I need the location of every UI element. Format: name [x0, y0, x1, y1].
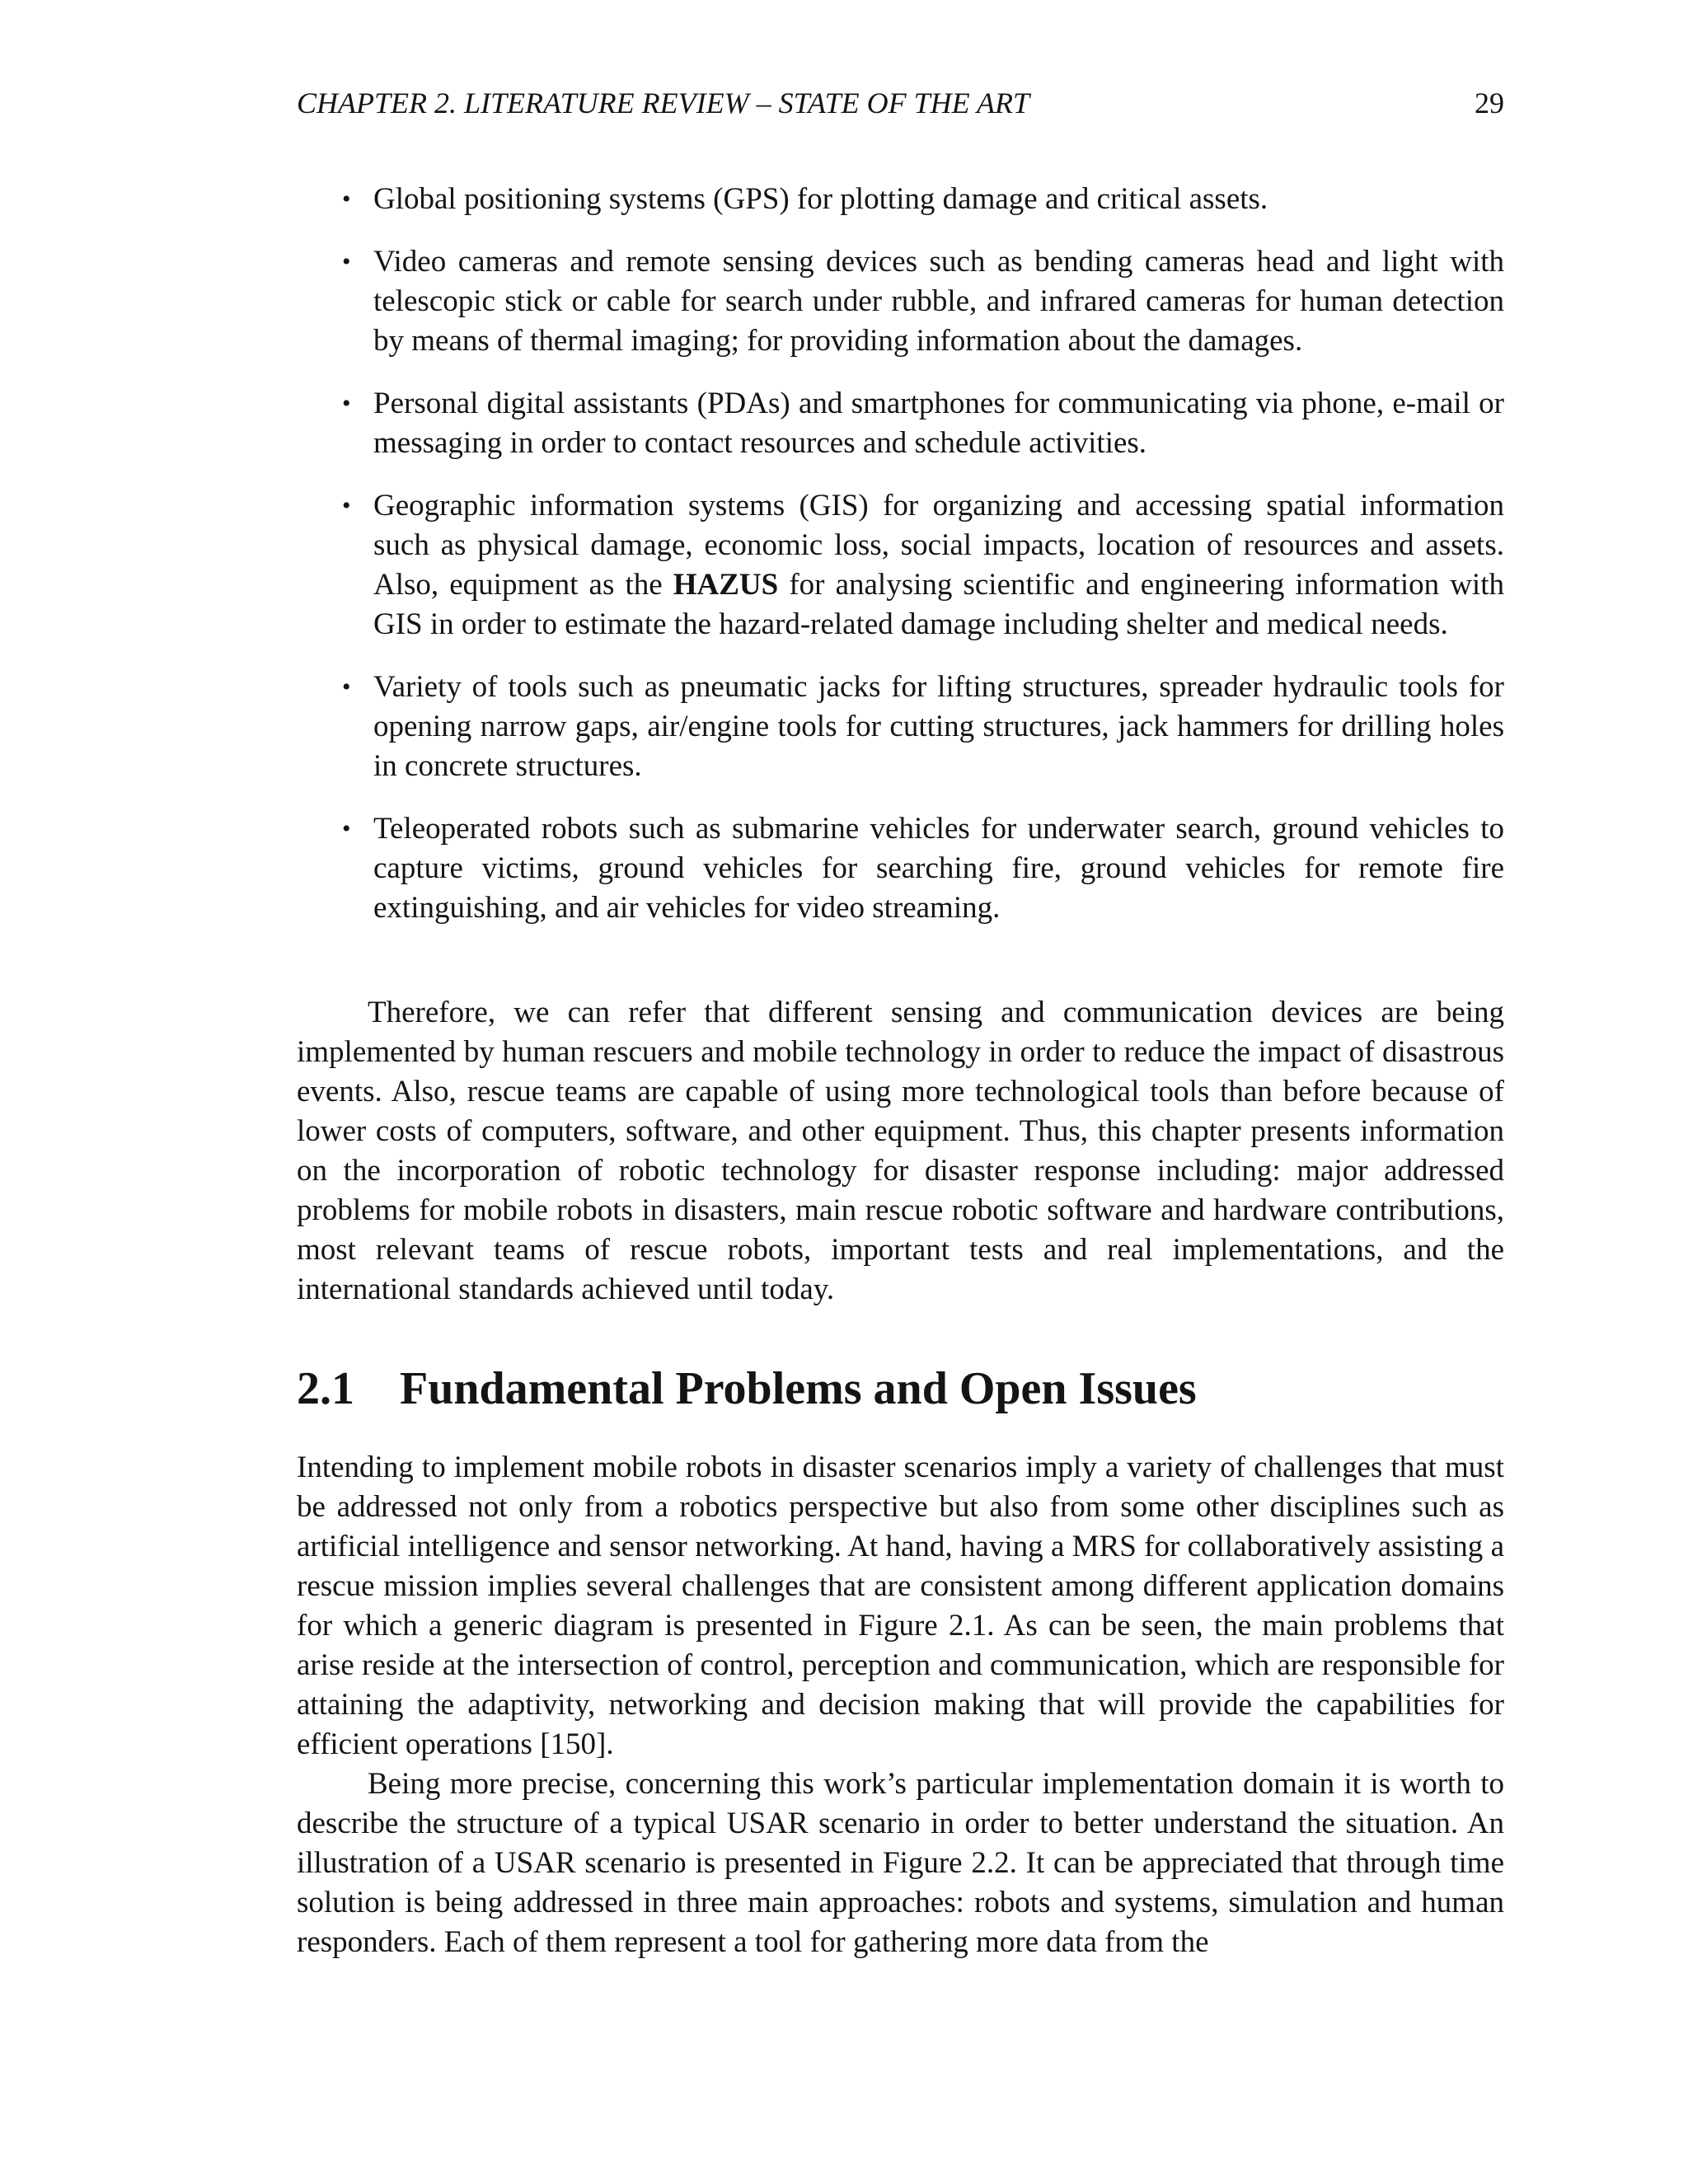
bullet-marker: •: [342, 248, 351, 275]
section-title: Fundamental Problems and Open Issues: [400, 1363, 1197, 1414]
bullet-text: Variety of tools such as pneumatic jacks for lifting structures, spreader hydraulic tools for opening narrow gaps, air/engine tools for cutting structures, jack hammers for drilling holes in concrete structures.: [373, 670, 1504, 783]
bullet-list: [297, 180, 1504, 951]
hazus-term: HAZUS: [673, 568, 779, 602]
bullet-marker: •: [342, 673, 351, 701]
bullet-item-teleoperated-robots: [297, 809, 1504, 928]
bullet-item-gps: [297, 180, 1504, 219]
paragraph-therefore: Therefore, we can refer that different sensing and communication devices are being implemented by human rescuers and mobile technology in order to reduce the impact of disastrous events. Also, rescue teams are capable of using more technological tools than before because of lower costs of computers, software, and other equipment. Thus, this chapter presents information on the incorporation of robotic technology for disaster response including: major addressed problems for mobile robots in disasters, main rescue robotic software and hardware contributions, most relevant teams of rescue robots, important tests and real implementations, and the international standards achieved until today.: [297, 996, 1504, 1306]
bullet-text: Global positioning systems (GPS) for plotting damage and critical assets.: [373, 182, 1268, 216]
bullet-text: Video cameras and remote sensing devices such as bending cameras head and light with telescopic stick or cable for search under rubble, and infrared cameras for human detection by means of thermal imaging; for providing information about the damages.: [373, 245, 1504, 358]
bullet-text-before: Geographic information systems (GIS) for organizing and accessing spatial information such as physical damage, economic loss, social impacts, location of resources and assets. Also, equipment as the: [373, 489, 1504, 602]
section-number: 2.1: [297, 1363, 354, 1414]
bullet-item-video-cameras: [297, 242, 1504, 361]
bullet-item-tools: [297, 668, 1504, 786]
bullet-marker: •: [342, 815, 351, 842]
bullet-marker: •: [342, 185, 351, 213]
bullet-marker: •: [342, 492, 351, 519]
bullet-item-pdas: [297, 384, 1504, 463]
bullet-text: Personal digital assistants (PDAs) and smartphones for communicating via phone, e-mail or messaging in order to contact resources and schedule activities.: [373, 387, 1504, 460]
bullet-item-gis: [297, 486, 1504, 644]
bullet-text-after: for analysing scientific and engineering information with GIS in order to estimate the hazard-related damage including shelter and medical needs.: [373, 568, 1504, 641]
section-heading: [297, 1360, 1504, 1418]
running-header: [297, 82, 1504, 124]
paragraph-intending: Intending to implement mobile robots in disaster scenarios imply a variety of challenges that must be addressed not only from a robotics perspective but also from some other disciplines such as artificial intelligence and sensor networking. At hand, having a MRS for collaboratively assisting a rescue mission implies several challenges that are consistent among different application domains for which a generic diagram is presented in Figure 2.1. As can be seen, the main problems that arise reside at the intersection of control, perception and communication, which are responsible for attaining the adaptivity, networking and decision making that will provide the capabilities for efficient operations [150].: [297, 1451, 1504, 1761]
paragraph-being-more-precise: Being more precise, concerning this work’s particular implementation domain it is worth to describe the structure of a typical USAR scenario in order to better understand the situation. An illustration of a USAR scenario is presented in Figure 2.2. It can be appreciated that through time solution is being addressed in three main approaches: robots and systems, simulation and human responders. Each of them represent a tool for gathering more data from the: [297, 1767, 1504, 1959]
bullet-marker: •: [342, 390, 351, 417]
page-number: 29: [1475, 87, 1504, 120]
bullet-text: Teleoperated robots such as submarine vehicles for underwater search, ground vehicles to capture victims, ground vehicles for searching fire, ground vehicles for remote fire extinguishing, and air vehicles for video streaming.: [373, 812, 1504, 925]
chapter-title: CHAPTER 2. LITERATURE REVIEW – STATE OF THE ART: [297, 87, 1029, 120]
